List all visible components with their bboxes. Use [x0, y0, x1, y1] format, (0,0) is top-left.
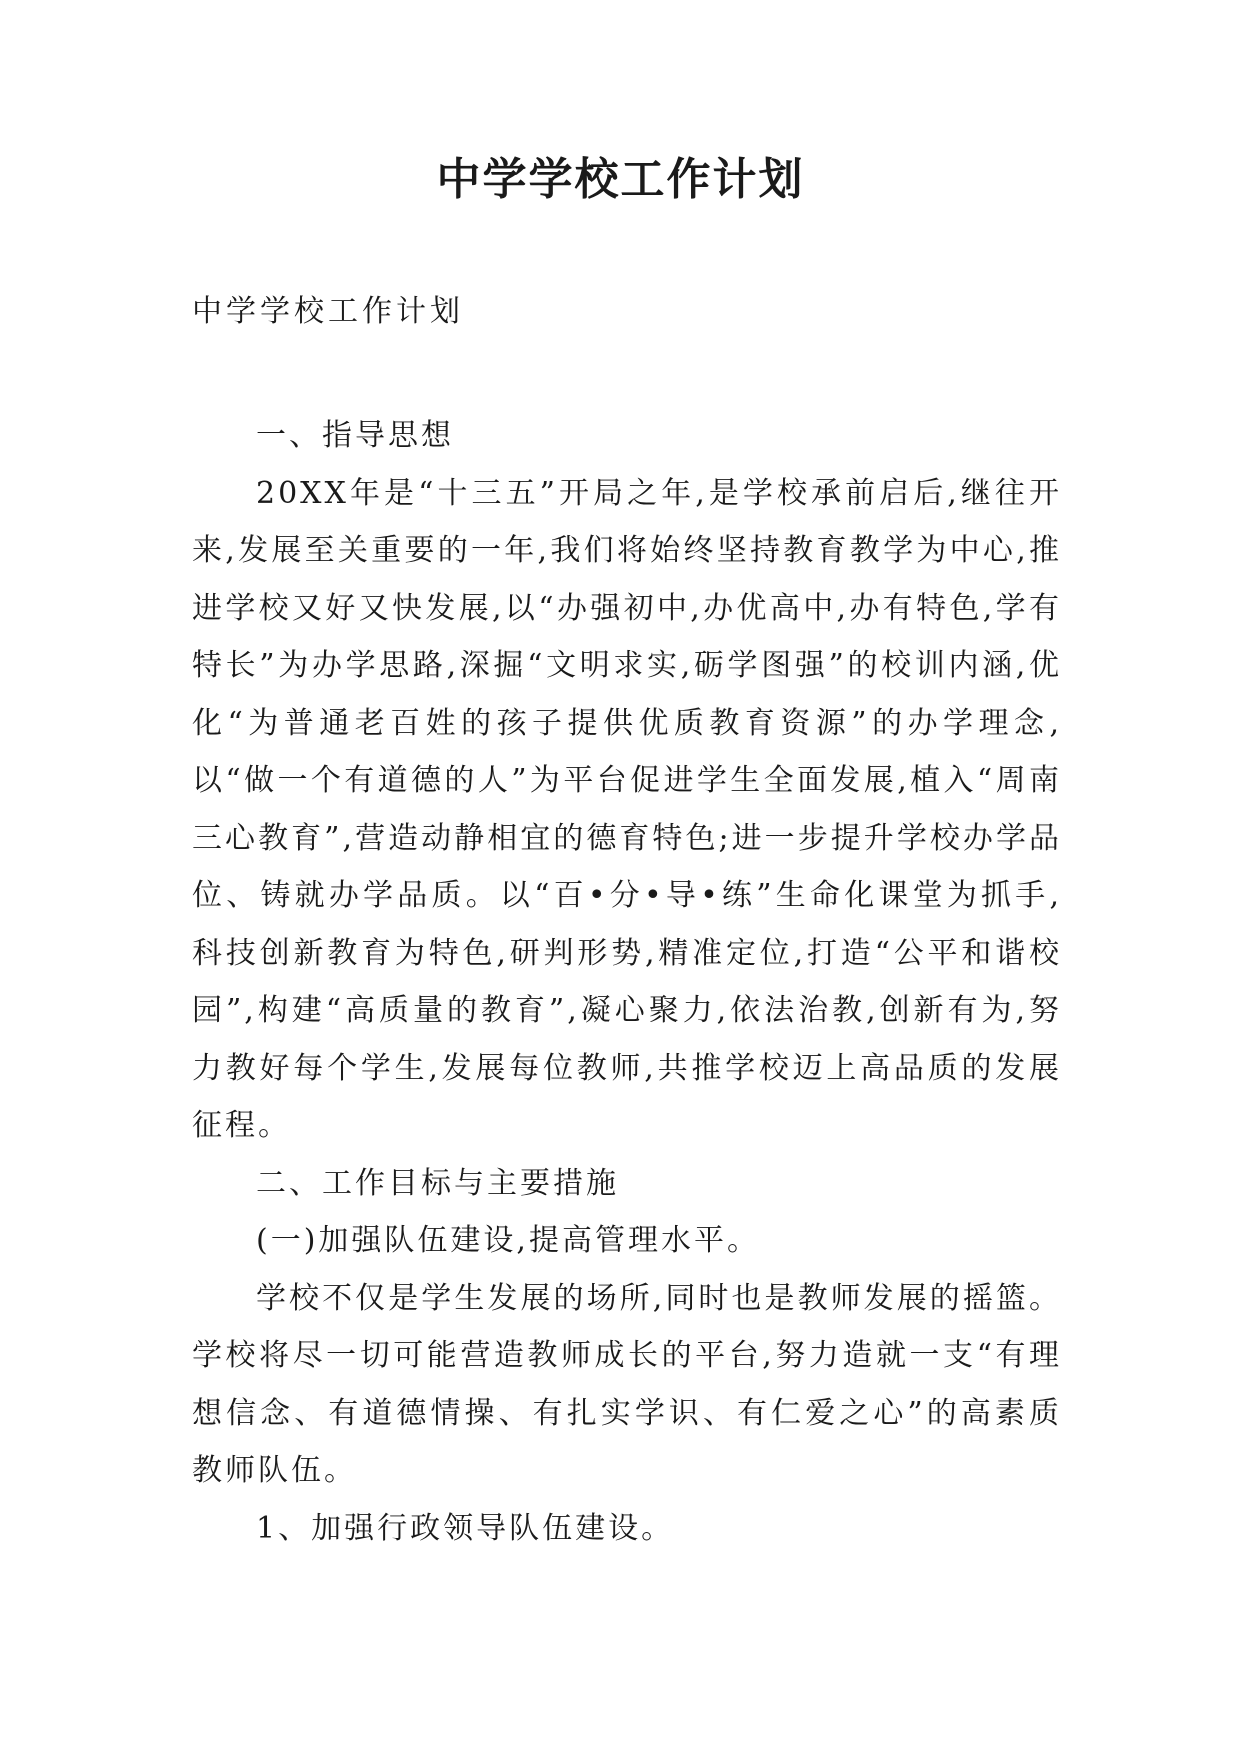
paragraph-team-building: 学校不仅是学生发展的场所,同时也是教师发展的摇篮。学校将尽一切可能营造教师成长的平台,努力造就一支“有理想信念、有道德情操、有扎实学识、有仁爱之心”的高素质教师队伍。: [192, 1280, 1062, 1488]
paragraph-guiding-ideology: 20XX年是“十三五”开局之年,是学校承前启后,继往开来,发展至关重要的一年,我们将始终坚持教育教学为中心,推进学校又好又快发展,以“办强初中,办优高中,办有特色,学有特长”为办学思路,深掘“文明求实,砺学图强”的校训内涵,优化“为普通老百姓的孩子提供优质教育资源”的办学理念,以“做一个有道德的人”为平台促进学生全面发展,植入“周南三心教育”,营造动静相宜的德育特色;进一步提升学校办学品位、铸就办学品质。以“百•分•导•练”生命化课堂为抓手,科技创新教育为特色,研判形势,精准定位,打造“公平和谐校园”,构建“高质量的教育”,凝心聚力,依法治教,创新有为,努力教好每个学生,发展每位教师,共推学校迈上高品质的发展征程。: [192, 475, 1062, 1143]
section-heading-goals-measures: 二、工作目标与主要措施: [256, 1165, 619, 1201]
section-heading-guiding-ideology: 一、指导思想: [256, 418, 454, 453]
document-subtitle: 中学学校工作计划: [192, 294, 464, 329]
item-heading-admin-team: 1、加强行政领导队伍建设。: [256, 1510, 675, 1546]
document-title: 中学学校工作计划: [436, 154, 805, 205]
subsection-heading-team-building: (一)加强队伍建设,提高管理水平。: [256, 1223, 760, 1258]
document-body: [192, 407, 1062, 1557]
